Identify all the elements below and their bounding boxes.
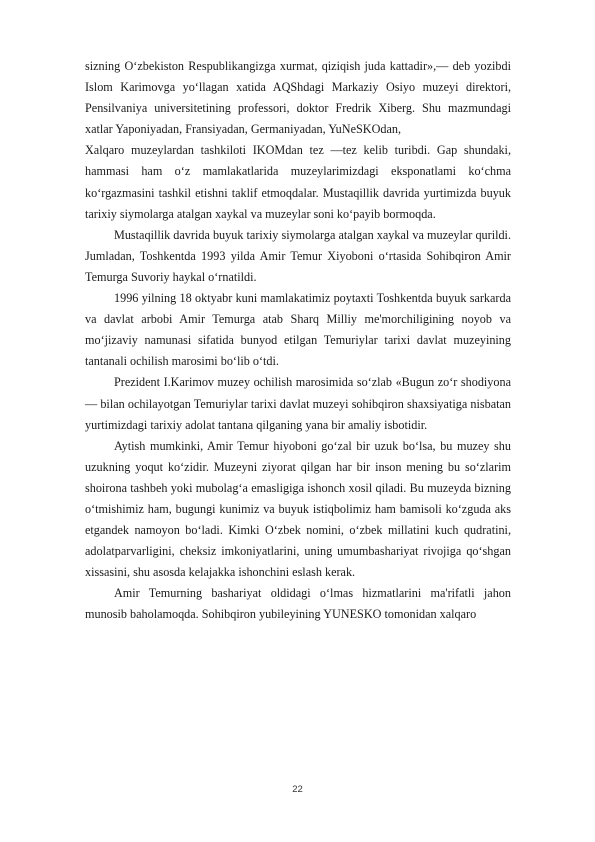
paragraph-3: Mustaqillik davrida buyuk tarixiy siymolarga atalgan xaykal va muzeylar qurildi. Jumladan, Toshkentda 1993 yilda Amir Temur Xiyoboni o‘rtasida Sohibqiron Amir Temurga Suvoriy haykal o‘rnatildi.: [85, 227, 511, 284]
page-number: 22: [292, 784, 303, 795]
document-body: [85, 56, 511, 626]
paragraph-2: Xalqaro muzeylardan tashkiloti IKOMdan tez —tez kelib turibdi. Gap shundaki, hammasi ham o‘z mamlakatlarida muzeylarimizdagi eksponatlami ko‘chma ko‘rgazmasini tashkil etishni taklif etmoqdalar. Mustaqillik davrida yurtimizda buyuk tarixiy siymolarga atalgan xaykal va muzeylar soni ko‘payib bormoqda.: [85, 143, 511, 221]
paragraph-1: sizning O‘zbekiston Respublikangizga xurmat, qiziqish juda kattadir»,— deb yozibdi Islom Karimovga yo‘llagan xatida AQShdagi Markaziy Osiyo muzeyi direktori, Pensilvaniya universitetining professori, doktor Fredrik Xiberg. Shu mazmundagi xatlar Yaponiyadan, Fransiyadan, Germaniyadan, YuNeSKOdan,: [85, 59, 511, 137]
paragraph-6: Aytish mumkinki, Amir Temur hiyoboni go‘zal bir uzuk bo‘lsa, bu muzey shu uzukning yoqut ko‘zidir. Muzeyni ziyorat qilgan har bir inson mening bu so‘zlarim shoirona tashbeh yoki mubolag‘a emasligiga ishonch xosil qiladi. Bu muzeyda bizning o‘tmishimiz ham, bugungi kunimiz va buyuk istiqbolimiz ham bamisoli ko‘zguda aks etgandek namoyon bo‘ladi. Kimki O‘zbek nomini, o‘zbek millatini kuch qudratini, adolatparvarligini, cheksiz imkoniyatlarini, uning umumbashariyat rivojiga qo‘shgan xissasini, shu asosda kelajakka ishonchini eslash kerak.: [85, 438, 511, 580]
paragraph-7: Amir Temurning bashariyat oldidagi o‘lmas hizmatlarini ma'rifatli jahon munosib baholamoqda. Sohibqiron yubileyining YUNESKO tomonidan xalqaro: [85, 586, 511, 622]
paragraph-5: Prezident I.Karimov muzey ochilish marosimida so‘zlab «Bugun zo‘r shodiyona— bilan ochilayotgan Temuriylar tarixi davlat muzeyi sohibqiron shaxsiyatiga nisbatan yurtimizdagi tarixiy adolat tantana qilganing yana bir amaliy isbotidir.: [85, 375, 511, 432]
paragraph-4: 1996 yilning 18 oktyabr kuni mamlakatimiz poytaxti Toshkentda buyuk sarkarda va davlat arbobi Amir Temurga atab Sharq Milliy me'morchiligining noyob va mo‘jizaviy namunasi sifatida bunyod etilgan Temuriylar tarixi davlat muzeyining tantanali ochilish marosimi bo‘lib o‘tdi.: [85, 291, 511, 369]
